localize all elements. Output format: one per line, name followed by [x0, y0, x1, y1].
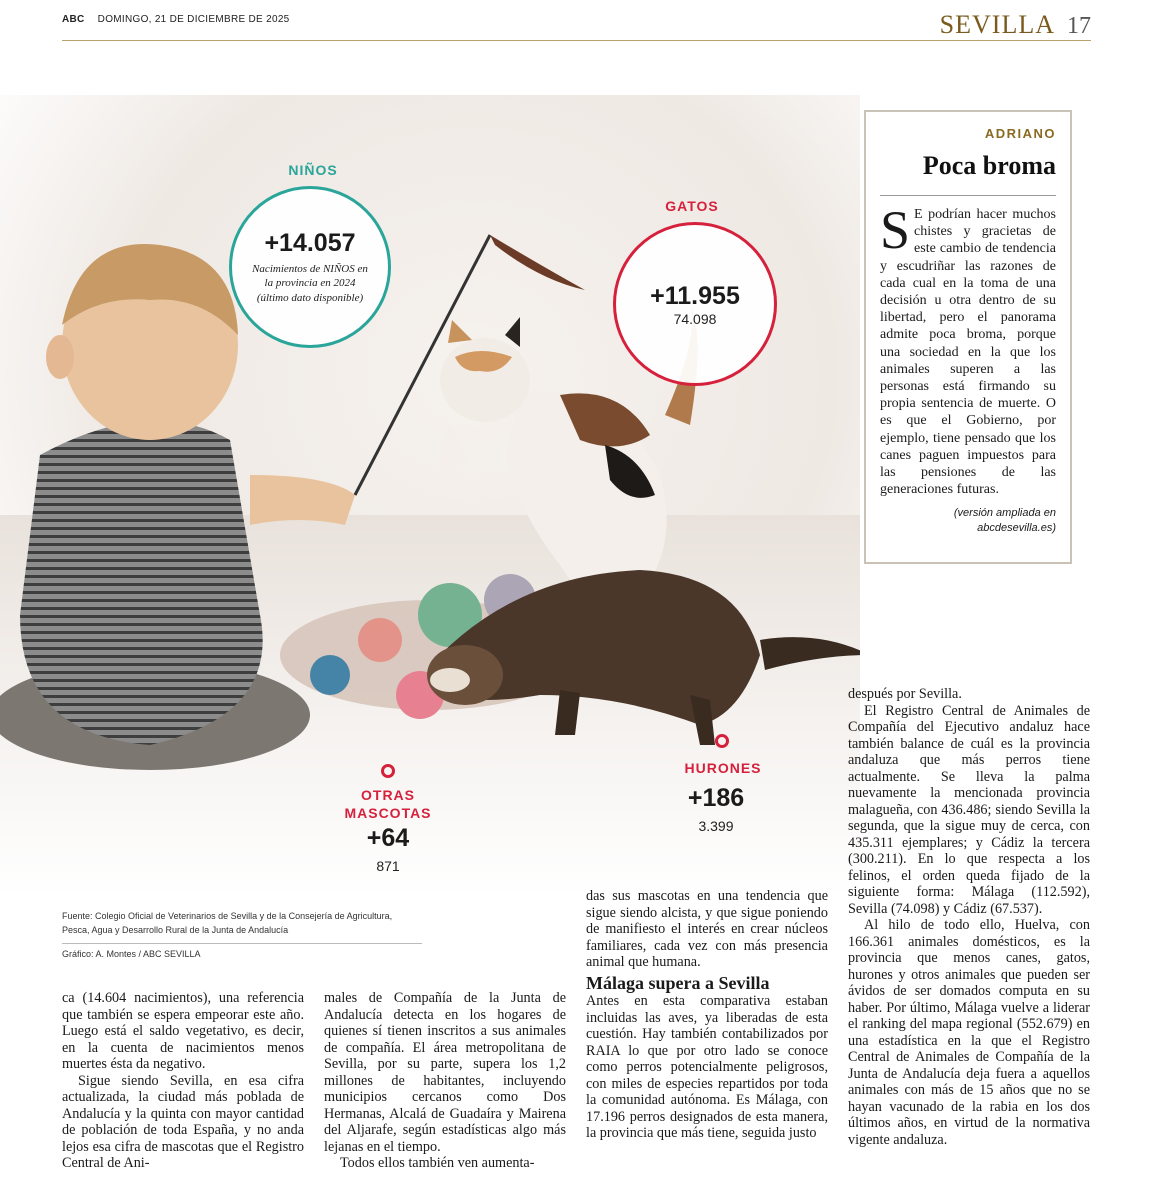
- article-column-2: [324, 990, 566, 1172]
- opinion-credit-line1: (versión ampliada en: [953, 507, 1056, 520]
- col2-paragraph-1: males de Compañía de la Junta de Andalucía detecta en los hogares de quienes sí tienen inscritos a sus animales de compañía. El área metropolitana de Sevilla, por su parte, supera los 1,2 millones de habitantes, incluyendo municipios cercanos como Dos Hermanas, Alcalá de Guadaíra y Mairena del Aljarafe, según estadísticas algo más lejanas en el tiempo.: [324, 990, 566, 1155]
- hurones-label: HURONES: [684, 760, 762, 776]
- col3-paragraph-1: Antes en esta comparativa estaban incluidas las aves, ya liberadas de esta cuestión. Hay también contabilizados por RAIA lo que por otro lado se conoce como perros potencialmente peligrosos, con miles de especies repartidos por toda la comunidad autónoma. Es Málaga, con 17.196 perros designados de esta manera, la provincia que más tiene, seguida justo: [586, 993, 828, 1141]
- source-credit: Fuente: Colegio Oficial de Veterinarios de Sevilla y de la Consejería de Agricultura, Pesca, Agua y Desarrollo Rural de la Junta de Andalucía: [62, 911, 393, 935]
- otras-marker-icon: [381, 764, 395, 778]
- otras-label-line2: MASCOTAS: [344, 805, 432, 821]
- article-column-4: [848, 686, 1090, 1148]
- opinion-body: [880, 200, 1056, 498]
- ninos-label: NIÑOS: [288, 162, 338, 178]
- page-header-right: [940, 10, 1091, 40]
- hurones-total: 3.399: [698, 818, 734, 834]
- newspaper-brand: ABC: [62, 14, 85, 25]
- col4-paragraph-1: El Registro Central de Animales de Compañía del Ejecutivo andaluz hace también balance de cuál es la provincia andaluza que más perros tiene actualmente. Se lleva la palma nuevamente la mencionada provincia malagueña, con 436.486; siendo Sevilla la segunda, que la sigue muy de cerca, con 435.311 ejemplares; y Cádiz la tercera (300.211). En lo que respecta a los felinos, el orden queda fijado de la siguiente forma: Málaga (112.592), Sevilla (74.098) y Cádiz (67.537).: [848, 702, 1090, 917]
- hurones-value: +186: [687, 784, 745, 812]
- article-column-3: [586, 888, 828, 1142]
- section-name: SEVILLA: [939, 10, 1055, 39]
- issue-date: DOMINGO, 21 DE DICIEMBRE DE 2025: [97, 14, 290, 25]
- ninos-note: Nacimientos de NIÑOS en la provincia en 2024 (último dato disponible): [252, 263, 368, 304]
- opinion-credit: [880, 506, 1056, 536]
- opinion-rule: [880, 195, 1056, 196]
- hurones-marker-icon: [715, 734, 729, 748]
- opinion-dropcap: S: [880, 200, 911, 260]
- opinion-author: ADRIANO: [984, 126, 1056, 141]
- opinion-title: Poca broma: [922, 151, 1056, 180]
- graphic-credit: Gráfico: A. Montes / ABC SEVILLA: [62, 949, 201, 959]
- otras-label: [320, 786, 456, 822]
- col3-subhead: Málaga supera a Sevilla: [586, 972, 770, 993]
- page-header-left: [62, 14, 290, 25]
- col4-paragraph-2: Al hilo de todo ello, Huelva, con 166.361 animales domésticos, es la provincia que menos canes, gatos, hurones y otros animales que pueden ser ávidos de ser domados computa en su haber. Por último, Málaga vuelve a liderar el ranking del mapa regional (552.679) en una estadística en la que el Registro Central de Animales de Compañía de la Junta de Andalucía deja fuera a aquellos animales con más de 15 años que no se hayan vacunado de la rabia en los dos últimos años, en virtud de la normativa vigente andaluza.: [848, 917, 1090, 1148]
- credits-rule: [62, 943, 422, 944]
- ninos-value: +14.057: [264, 229, 356, 258]
- otras-value: +64: [366, 824, 410, 852]
- graphic-credits: [62, 910, 422, 962]
- opinion-box: [864, 110, 1072, 564]
- gatos-value: +11.955: [650, 281, 740, 310]
- col1-paragraph-2: Sigue siendo Sevilla, en esa cifra actualizada, la ciudad más poblada de Andalucía y la quinta con mayor cantidad de población de toda España, y no anda lejos esa cifra de mascotas que el Registro Central de Ani-: [62, 1072, 304, 1171]
- header-rule: [62, 40, 1091, 41]
- opinion-credit-line2: abcdesevilla.es): [977, 522, 1056, 535]
- ninos-circle: [229, 186, 391, 348]
- col1-paragraph-1: ca (14.604 nacimientos), una referencia que también se espera empeorar este año. Luego está el saldo vegetativo, es decir, en la cuenta de nacimientos menos muertes ésta da negativo.: [62, 990, 304, 1072]
- col4-paragraph-0: después por Sevilla.: [848, 686, 962, 702]
- gatos-circle: [613, 222, 777, 386]
- opinion-text: E podrían hacer muchos chistes y gracietas de este cambio de tendencia y escudriñar las razones de cada cual en la toma de una decisión u otra dentro de su libertad, pero el panorama admite poca broma, porque una sociedad en la que los animales superen a las personas está firmando su propia sentencia de muerte. O es que el Gobierno, por ejemplo, tiene pensado que los canes paguen impuestos para las pensiones de las generaciones futuras.: [880, 207, 1056, 498]
- article-column-1: [62, 990, 304, 1172]
- otras-label-line1: OTRAS: [361, 787, 415, 803]
- gatos-label: GATOS: [665, 198, 719, 214]
- page-number: 17: [1067, 13, 1091, 39]
- otras-total: 871: [376, 858, 400, 874]
- col2-paragraph-2: Todos ellos también ven aumenta-: [340, 1155, 535, 1171]
- gatos-total: 74.098: [673, 310, 717, 327]
- col3-top-paragraph: das sus mascotas en una tendencia que sigue siendo alcista, y que sigue poniendo de manifiesto el interés en crear núcleos familiares, cada vez con más presencia animal que humana.: [586, 888, 828, 970]
